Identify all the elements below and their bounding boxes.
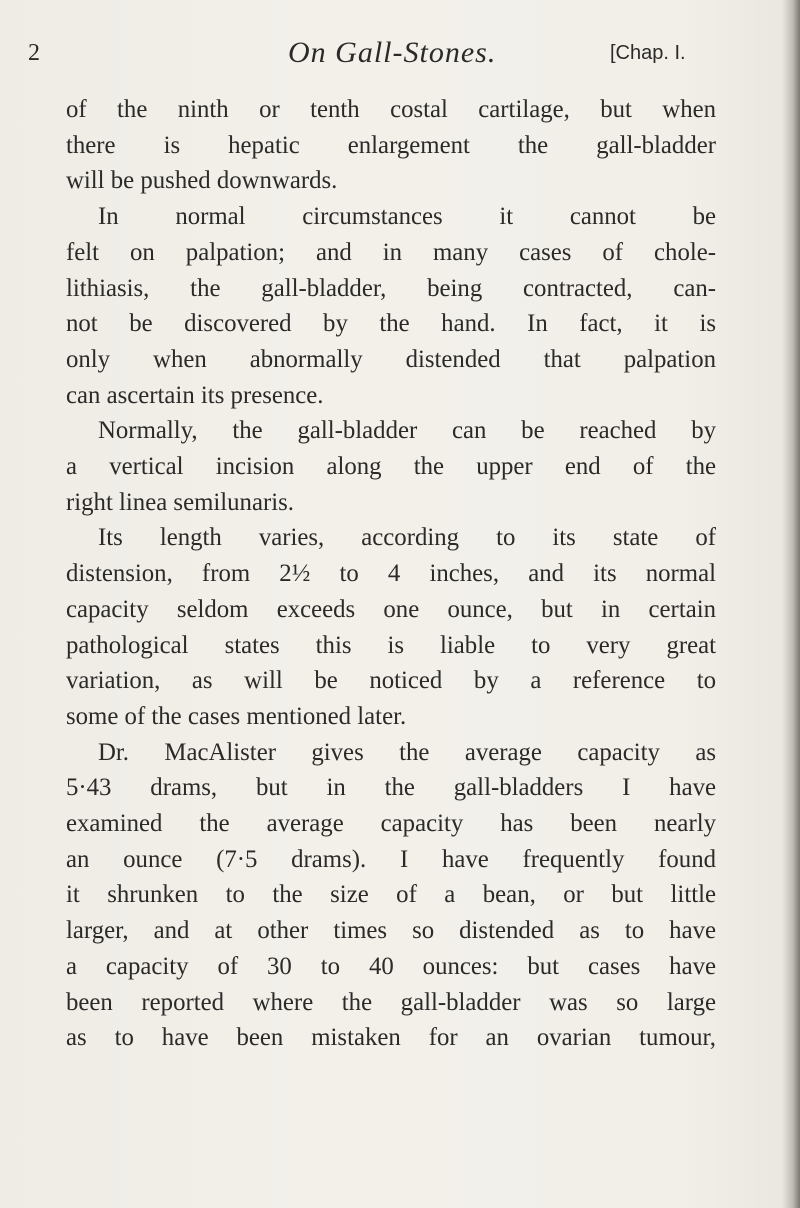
text-line: not be discovered by the hand. In fact, it is: [66, 310, 716, 338]
text-line: it shrunken to the size of a bean, or but little: [66, 881, 716, 909]
body-text: [66, 92, 716, 1056]
text-line: there is hepatic enlargement the gall-bladder: [66, 131, 716, 159]
text-line: pathological states this is liable to very great: [66, 631, 716, 659]
text-line: of the ninth or tenth costal cartilage, but when: [66, 96, 716, 123]
text-line: larger, and at other times so distended as to have: [66, 917, 716, 945]
text-line: can ascertain its presence.: [66, 381, 324, 409]
page-number: 2: [28, 40, 40, 66]
text-line: a vertical incision along the upper end of the: [66, 453, 716, 481]
text-line: a capacity of 30 to 40 ounces: but cases have: [66, 952, 716, 980]
page-edge-shadow: [782, 0, 800, 1208]
text-line: distension, from 2½ to 4 inches, and its normal: [66, 560, 716, 588]
text-line: an ounce (7·5 drams). I have frequently found: [66, 845, 716, 873]
text-line: Its length varies, according to its state of: [98, 524, 716, 552]
page-header: [28, 36, 728, 76]
text-line: examined the average capacity has been nearly: [66, 810, 716, 838]
text-line: 5·43 drams, but in the gall-bladders I have: [66, 774, 716, 802]
text-line: Dr. MacAlister gives the average capacity as: [98, 738, 716, 766]
text-line: variation, as will be noticed by a reference to: [66, 667, 716, 695]
text-line: capacity seldom exceeds one ounce, but in certain: [66, 595, 716, 623]
text-line: been reported where the gall-bladder was so large: [66, 988, 716, 1016]
text-line: will be pushed downwards.: [66, 167, 338, 195]
chapter-label: [Chap. I.: [610, 42, 686, 64]
running-title: On Gall-Stones.: [288, 36, 497, 69]
text-line: felt on palpation; and in many cases of chole-: [66, 238, 716, 266]
text-line: Normally, the gall-bladder can be reached by: [98, 417, 716, 445]
text-line: only when abnormally distended that palpation: [66, 345, 716, 373]
text-line: lithiasis, the gall-bladder, being contracted, can-: [66, 274, 716, 302]
text-line: In normal circumstances it cannot be: [98, 203, 716, 231]
text-line: as to have been mistaken for an ovarian tumour,: [66, 1024, 716, 1052]
text-line: right linea semilunaris.: [66, 488, 294, 516]
text-line: some of the cases mentioned later.: [66, 702, 407, 730]
